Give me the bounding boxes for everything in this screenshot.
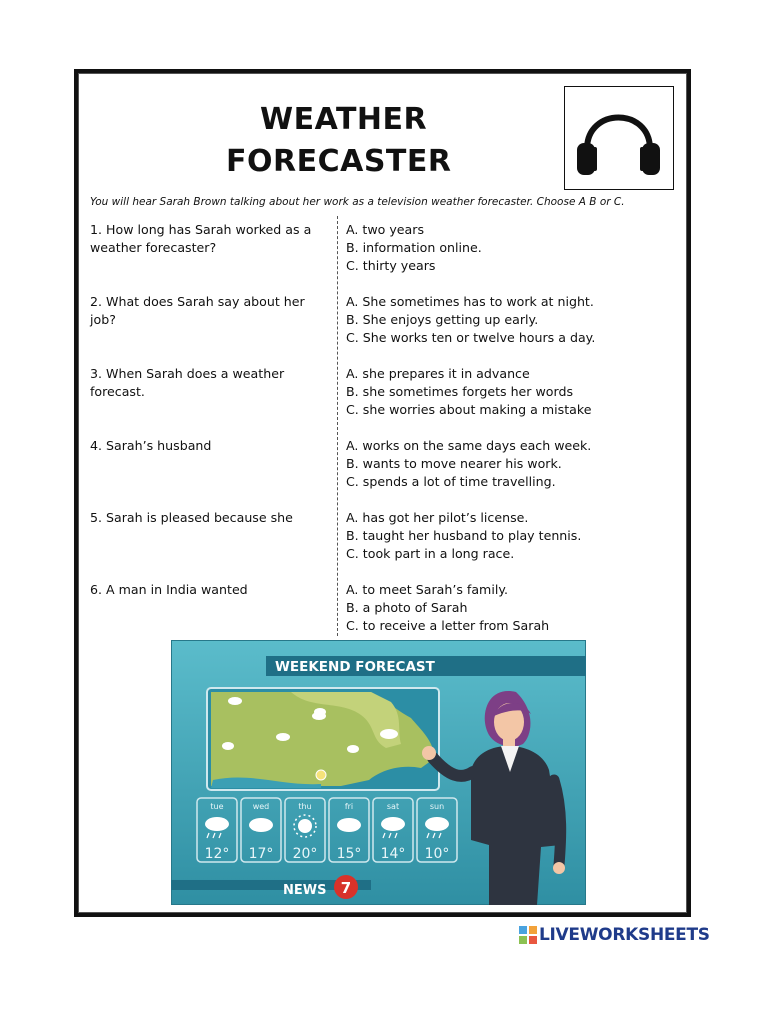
day-label: fri <box>344 802 354 811</box>
option-c[interactable]: C. She works ten or twelve hours a day. <box>346 330 596 345</box>
audio-box[interactable] <box>564 86 674 190</box>
option-b[interactable]: B. taught her husband to play tennis. <box>346 528 582 543</box>
option-c[interactable]: C. thirty years <box>346 258 436 273</box>
option-b[interactable]: B. wants to move nearer his work. <box>346 456 562 471</box>
news-logo-number: 7 <box>340 879 352 897</box>
question-row <box>90 509 686 581</box>
options <box>346 221 686 275</box>
day-label: sat <box>386 802 400 811</box>
cloud-icon <box>337 818 361 832</box>
day-temp: 20° <box>292 846 318 862</box>
options <box>346 581 686 635</box>
option-c[interactable]: C. spends a lot of time travelling. <box>346 474 556 489</box>
option-b[interactable]: B. information online. <box>346 240 482 255</box>
option-a[interactable]: A. has got her pilot’s license. <box>346 510 529 525</box>
question-text: 6. A man in India wanted <box>90 582 248 597</box>
instructions: You will hear Sarah Brown talking about her work as a television weather forecaster. Choose A B or C. <box>90 196 625 208</box>
brand-name: LIVEWORKSHEETS <box>539 925 710 945</box>
option-c[interactable]: C. to receive a letter from Sarah <box>346 618 550 633</box>
option-c[interactable]: C. took part in a long race. <box>346 546 515 561</box>
question-text: 5. Sarah is pleased because she <box>90 510 293 525</box>
worksheet <box>74 69 691 917</box>
day-label: thu <box>298 802 312 811</box>
option-a[interactable]: A. She sometimes has to work at night. <box>346 294 594 309</box>
option-b[interactable]: B. she sometimes forgets her words <box>346 384 574 399</box>
question-row <box>90 221 686 293</box>
option-c[interactable]: C. she worries about making a mistake <box>346 402 592 417</box>
question-list <box>90 221 686 653</box>
question-row <box>90 437 686 509</box>
question-text: 1. How long has Sarah worked as a weather forecaster? <box>90 222 312 255</box>
cloud-icon <box>249 818 273 832</box>
day-label: sun <box>429 802 445 811</box>
option-a[interactable]: A. two years <box>346 222 425 237</box>
day-label: wed <box>252 802 270 811</box>
option-a[interactable]: A. works on the same days each week. <box>346 438 592 453</box>
question-text: 2. What does Sarah say about her job? <box>90 294 305 327</box>
question-row <box>90 293 686 365</box>
option-a[interactable]: A. to meet Sarah’s family. <box>346 582 508 597</box>
weather-studio-illustration <box>171 640 586 905</box>
options <box>346 509 686 563</box>
liveworksheets-logo[interactable] <box>519 925 710 945</box>
question-row <box>90 365 686 437</box>
option-a[interactable]: A. she prepares it in advance <box>346 366 530 381</box>
options <box>346 437 686 491</box>
banner-title: WEEKEND FORECAST <box>275 659 435 675</box>
headphones-icon <box>565 87 672 188</box>
option-b[interactable]: B. She enjoys getting up early. <box>346 312 539 327</box>
title-line-1: WEATHER <box>260 102 428 137</box>
option-b[interactable]: B. a photo of Sarah <box>346 600 468 615</box>
day-temp: 17° <box>248 846 274 862</box>
options <box>346 365 686 419</box>
day-temp: 14° <box>380 846 406 862</box>
day-temp: 12° <box>204 846 230 862</box>
liveworksheets-mark-icon <box>519 926 537 944</box>
day-label: tue <box>210 802 224 811</box>
options <box>346 293 686 347</box>
question-text: 3. When Sarah does a weather forecast. <box>90 366 285 399</box>
day-temp: 15° <box>336 846 362 862</box>
title-line-2: FORECASTER <box>226 144 452 179</box>
day-temp: 10° <box>424 846 450 862</box>
news-logo-text: NEWS <box>283 883 327 898</box>
question-text: 4. Sarah’s husband <box>90 438 212 453</box>
